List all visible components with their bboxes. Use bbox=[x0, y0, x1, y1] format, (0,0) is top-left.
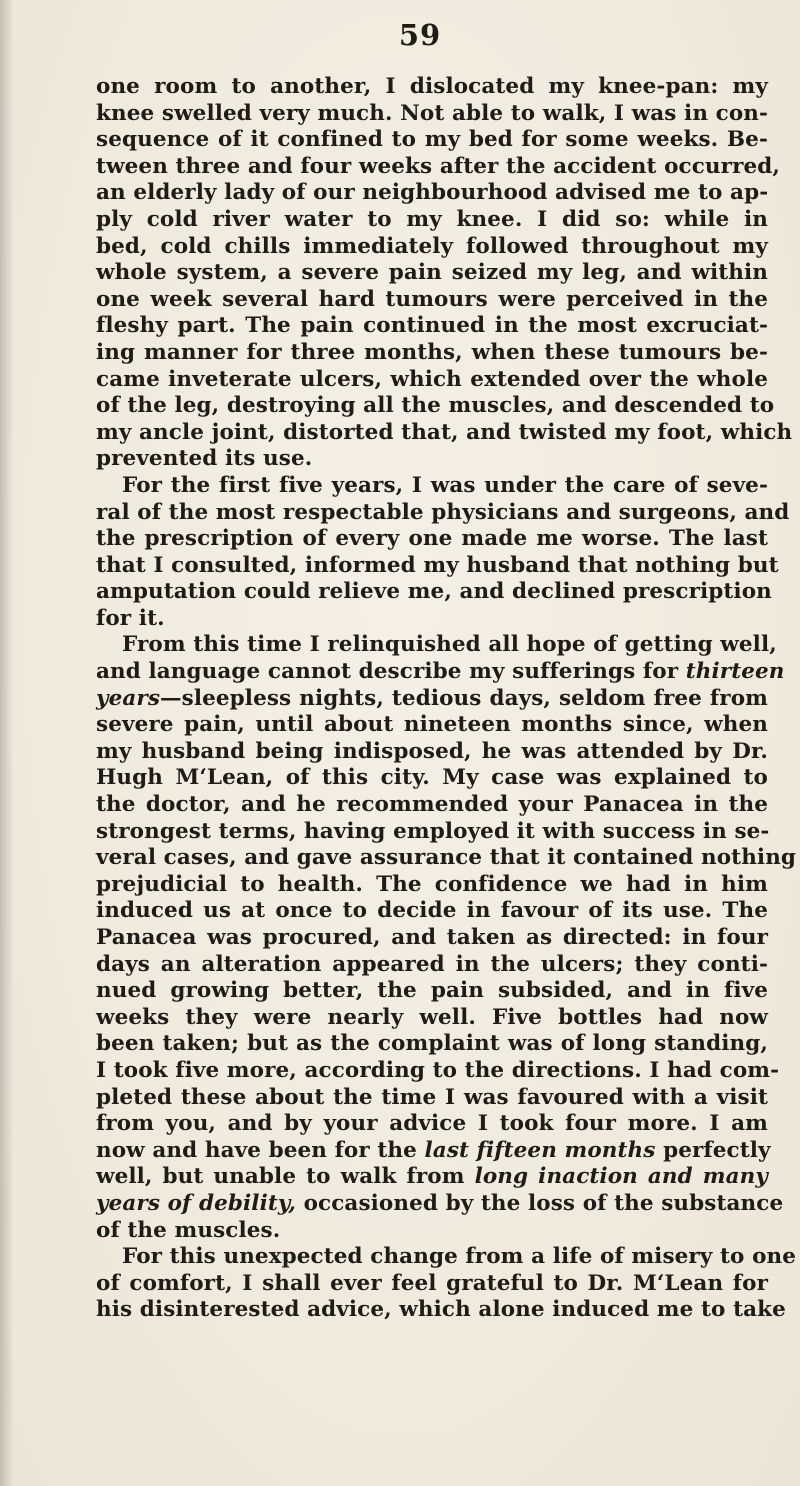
body-text bbox=[96, 74, 797, 1324]
text-segment: Panacea was procured, and taken as directed: in four bbox=[96, 925, 768, 950]
text-segment: one week several hard tumours were perceived in the bbox=[96, 286, 768, 312]
text-line bbox=[96, 819, 768, 846]
text-segment: came inveterate ulcers, which extended over the whole bbox=[96, 366, 768, 392]
text-segment: the prescription of every one made me worse. The last bbox=[96, 526, 768, 552]
italic-text-segment: long inaction and many bbox=[474, 1164, 768, 1190]
text-line bbox=[96, 1218, 768, 1245]
text-line bbox=[96, 74, 768, 101]
text-segment: of the leg, destroying all the muscles, and descended to bbox=[96, 393, 775, 419]
text-line bbox=[96, 552, 779, 580]
text-segment: ral of the most respectable physicians and surgeons, and bbox=[96, 499, 790, 525]
text-line bbox=[96, 419, 793, 447]
text-segment: bed, cold chills immediately followed throughout my bbox=[96, 233, 768, 259]
text-line bbox=[96, 207, 768, 234]
text-segment: my ancle joint, distorted that, and twisted my foot, which bbox=[96, 419, 793, 445]
text-segment: severe pain, until about nineteen months since, when bbox=[96, 712, 768, 738]
text-segment: occasioned by the loss of the substance bbox=[296, 1190, 784, 1216]
text-segment: one room to another, I dislocated my knee-pan: my bbox=[96, 74, 768, 99]
text-segment: sequence of it confined to my bed for some weeks. Be- bbox=[96, 127, 768, 153]
text-segment: of comfort, I shall ever feel grateful to Dr. M‘Lean for bbox=[96, 1270, 768, 1296]
text-line bbox=[96, 287, 768, 314]
text-line bbox=[96, 1031, 768, 1058]
page-number: 59 bbox=[398, 18, 442, 52]
text-segment: nued growing better, the pain subsided, and in five bbox=[96, 978, 768, 1004]
text-line bbox=[96, 1057, 780, 1085]
text-line bbox=[96, 1164, 768, 1191]
text-line bbox=[96, 606, 768, 633]
text-line bbox=[96, 739, 768, 766]
text-line bbox=[96, 340, 768, 367]
text-line bbox=[96, 153, 780, 181]
binding-gutter-shadow bbox=[0, 0, 14, 1486]
text-segment: knee swelled very much. Not able to walk, I was in con- bbox=[96, 100, 769, 126]
text-segment: an elderly lady of our neighbourhood advised me to ap- bbox=[96, 180, 769, 206]
text-segment: ply cold river water to my knee. I did so: while in bbox=[96, 206, 768, 232]
text-segment: now and have been for the bbox=[96, 1137, 425, 1163]
text-line bbox=[96, 659, 785, 686]
text-line bbox=[96, 1190, 784, 1218]
text-line bbox=[96, 1271, 768, 1298]
text-line bbox=[96, 499, 790, 527]
text-segment: From this time I relinquished all hope of getting well, bbox=[122, 632, 777, 658]
text-segment: prejudicial to health. The confidence we had in him bbox=[96, 871, 768, 897]
text-segment: —sleepless nights, tedious days, seldom free from bbox=[160, 685, 768, 711]
text-line bbox=[96, 393, 775, 420]
text-line bbox=[96, 845, 797, 872]
text-line bbox=[96, 978, 768, 1005]
text-segment: For the first five years, I was under the care of seve- bbox=[122, 472, 768, 498]
text-segment: fleshy part. The pain continued in the most excruciat- bbox=[96, 313, 768, 339]
text-line bbox=[96, 579, 772, 606]
text-segment: for it. bbox=[96, 605, 165, 631]
text-line bbox=[96, 1244, 797, 1271]
text-line bbox=[96, 313, 768, 340]
text-segment: perfectly bbox=[655, 1137, 771, 1163]
text-line bbox=[96, 1085, 768, 1112]
text-segment: of the muscles. bbox=[96, 1217, 281, 1243]
text-segment: For this unexpected change from a life of misery to one bbox=[122, 1244, 797, 1270]
text-line bbox=[96, 234, 768, 261]
text-segment: weeks they were nearly well. Five bottles had now bbox=[96, 1004, 768, 1030]
text-line bbox=[96, 765, 768, 792]
text-segment: well, but unable to walk from bbox=[96, 1164, 475, 1190]
text-segment: been taken; but as the complaint was of long standing, bbox=[96, 1031, 768, 1057]
text-line bbox=[96, 1005, 768, 1032]
text-segment: his disinterested advice, which alone induced me to take bbox=[96, 1297, 786, 1323]
text-segment: veral cases, and gave assurance that it contained nothing bbox=[96, 845, 797, 871]
text-segment: pleted these about the time I was favoured with a visit bbox=[96, 1084, 768, 1110]
text-segment: I took five more, according to the directions. I had com- bbox=[96, 1057, 780, 1083]
text-line bbox=[96, 872, 768, 899]
text-line bbox=[96, 1111, 768, 1138]
text-line bbox=[96, 1297, 786, 1324]
text-line bbox=[96, 686, 768, 713]
text-segment: days an alteration appeared in the ulcers; they conti- bbox=[96, 951, 768, 977]
text-line bbox=[96, 712, 768, 739]
italic-text-segment: years bbox=[96, 685, 161, 711]
text-segment: the doctor, and he recommended your Panacea in the bbox=[96, 792, 768, 818]
text-line bbox=[96, 898, 768, 925]
text-line bbox=[96, 180, 768, 207]
text-line bbox=[96, 127, 768, 154]
text-line bbox=[96, 632, 777, 659]
text-line bbox=[96, 260, 768, 287]
text-segment: tween three and four weeks after the accident occurred, bbox=[96, 153, 780, 179]
text-line bbox=[96, 446, 768, 473]
text-segment: strongest terms, having employed it with success in se- bbox=[96, 818, 770, 844]
text-segment: and language cannot describe my sufferings for bbox=[96, 659, 686, 685]
text-segment: ing manner for three months, when these tumours be- bbox=[96, 339, 768, 365]
text-segment: that I consulted, informed my husband that nothing but bbox=[96, 552, 779, 578]
text-line bbox=[96, 367, 768, 394]
text-line bbox=[96, 792, 768, 819]
text-line bbox=[96, 925, 768, 952]
text-segment: Hugh M‘Lean, of this city. My case was explained to bbox=[96, 765, 768, 791]
text-line bbox=[96, 952, 768, 979]
text-segment: amputation could relieve me, and declined prescription bbox=[96, 579, 772, 605]
text-line bbox=[96, 1137, 771, 1165]
italic-text-segment: years of debility, bbox=[96, 1190, 296, 1216]
italic-text-segment: last fifteen months bbox=[424, 1137, 656, 1163]
text-line bbox=[96, 526, 768, 553]
text-line bbox=[96, 473, 768, 500]
text-segment: whole system, a severe pain seized my leg, and within bbox=[96, 260, 768, 286]
text-segment: my husband being indisposed, he was attended by Dr. bbox=[96, 738, 768, 764]
text-line bbox=[96, 101, 768, 128]
text-segment: from you, and by your advice I took four more. I am bbox=[96, 1111, 768, 1137]
text-segment: induced us at once to decide in favour of its use. The bbox=[96, 898, 768, 924]
text-segment: prevented its use. bbox=[96, 446, 313, 472]
italic-text-segment: thirteen bbox=[685, 659, 785, 685]
